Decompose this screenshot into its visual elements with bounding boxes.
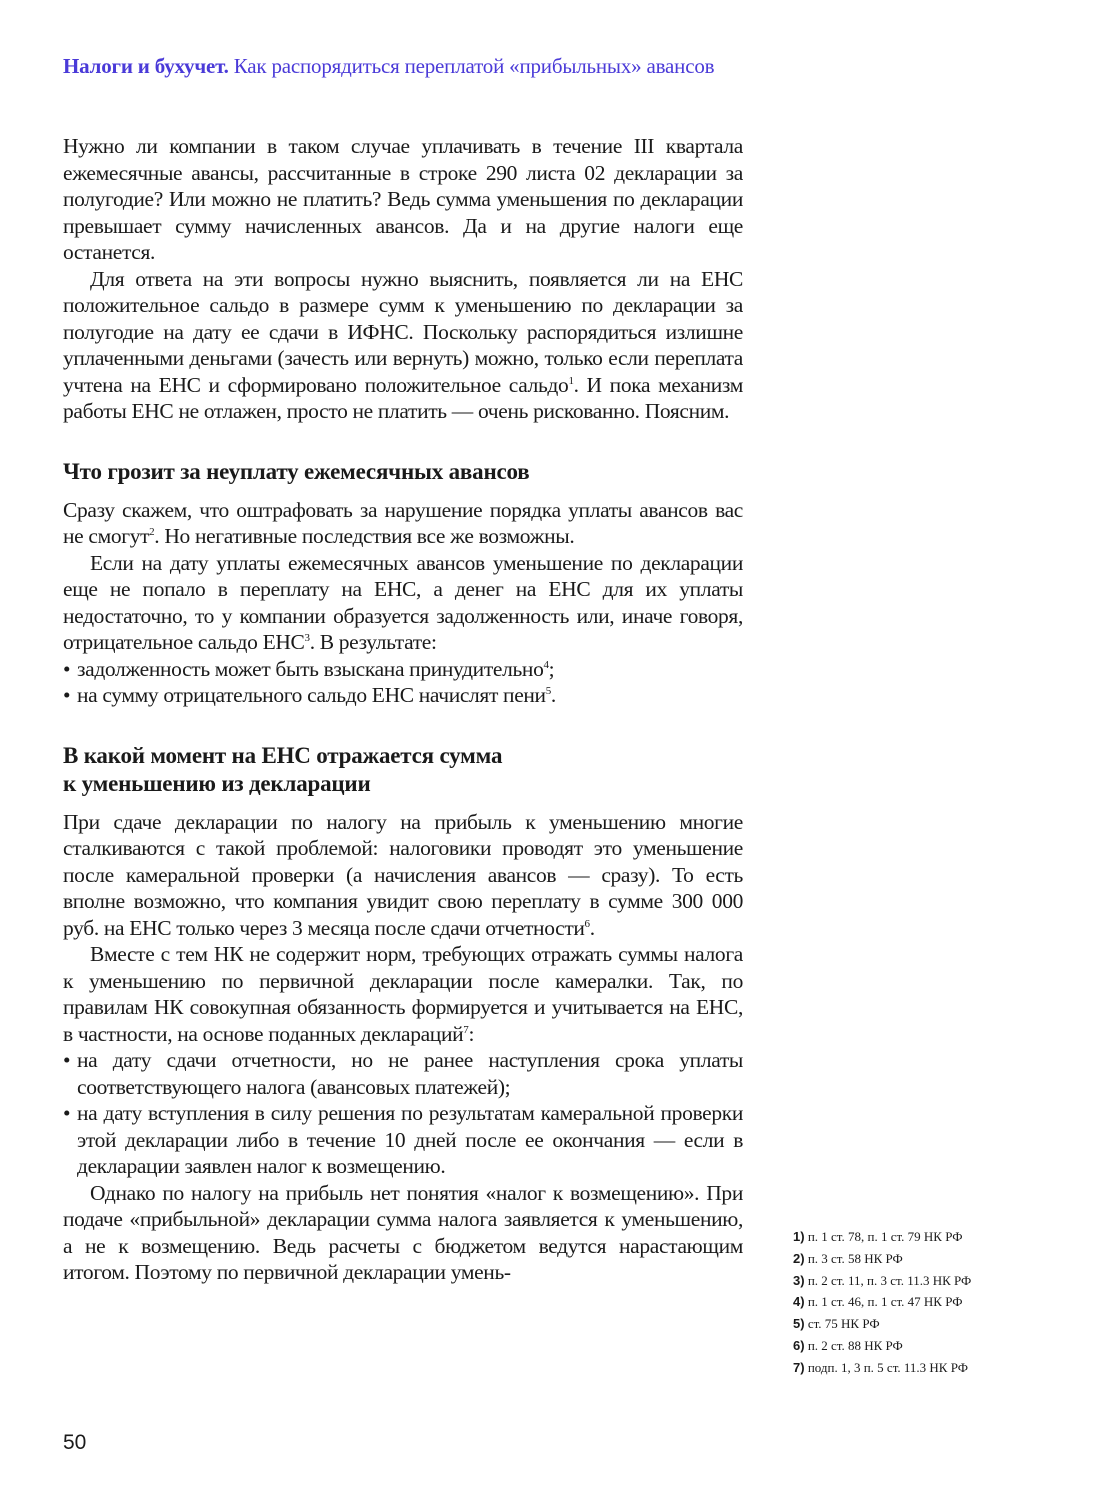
main-text-column	[63, 133, 743, 1286]
section2-paragraph-1	[63, 809, 743, 942]
list-item: • на дату вступления в силу решения по результатам камеральной проверки этой декларации либо в течение 10 дней после ее окончания — если в декларации заявлен налог к возмещению.	[63, 1100, 743, 1180]
consequences-list	[63, 656, 743, 709]
footnote-ref[interactable]: 1	[568, 374, 574, 387]
text-run: . Но негативные последствия все же возможны.	[154, 524, 575, 548]
footnote	[793, 1291, 971, 1313]
footnote-text: п. 2 ст. 11, п. 3 ст. 11.3 НК РФ	[807, 1272, 972, 1288]
heading-line: к уменьшению из декларации	[63, 770, 371, 796]
intro-paragraph-2	[63, 266, 743, 425]
text-run: на сумму отрицательного сальдо ЕНС начислят пени	[77, 683, 546, 707]
text-run: задолженность может быть взыскана принудительно	[77, 656, 544, 681]
section1-paragraph-1	[63, 497, 743, 550]
footnote-number: 6)	[793, 1337, 805, 1353]
heading-line: В какой момент на ЕНС отражается сумма	[63, 742, 503, 768]
running-head-title: Как распорядиться переплатой «прибыльных» авансов	[233, 54, 715, 78]
footnote-ref[interactable]: 3	[304, 632, 310, 644]
footnote-number: 3)	[793, 1272, 805, 1288]
footnote-text: п. 2 ст. 88 НК РФ	[807, 1337, 903, 1353]
footnote-text: ст. 75 НК РФ	[807, 1316, 880, 1332]
text-run: :	[468, 1021, 475, 1046]
text-run: . В результате:	[309, 630, 437, 654]
list-item: • на дату сдачи отчетности, но не ранее наступления срока уплаты соответствующего налога (авансовых платежей);	[63, 1047, 743, 1100]
text-run: При сдаче декларации по налогу на прибыль к уменьшению многие сталкиваются с такой проблемой: налоговики проводят это уменьшение после камеральной проверки (а начисления авансов — сразу). То есть вполне возможно, что компания увидит свою переплату в сумме 300 000 руб. на ЕНС только через 3 месяца после сдачи отчетности	[63, 809, 743, 940]
list-item	[63, 656, 743, 683]
footnote-number: 4)	[793, 1294, 805, 1310]
section-heading-penalties: Что грозит за неуплату ежемесячных авансов	[63, 458, 530, 484]
footnote-number: 7)	[793, 1359, 805, 1375]
ens-dates-list	[63, 1047, 743, 1180]
running-head-section: Налоги и бухучет.	[63, 54, 229, 78]
page-number: 50	[63, 1431, 87, 1454]
text-run: Вместе с тем НК не содержит норм, требующих отражать суммы налога к уменьшению по первичной декларации после камералки. Так, по правилам НК совокупная обязанность формируется и учитывается на ЕНС, в частности, на основе поданных деклараций	[63, 942, 743, 1046]
text-run: Для ответа на эти вопросы нужно выяснить, появляется ли на ЕНС положительное сальдо в размере сумм к уменьшению по декларации за полугодие на дату ее сдачи в ИФНС. Поскольку распорядиться излишне уплаченными деньгами (зачесть или вернуть) можно, только если переплата учтена на ЕНС и сформировано положительное сальдо	[63, 266, 743, 397]
intro-paragraph-1: Нужно ли компании в таком случае уплачивать в течение III квартала ежемесячные авансы, рассчитанные в строке 290 листа 02 декларации за полугодие? Или можно не платить? Ведь сумма уменьшения по декларации превышает сумму начисленных авансов. Да и на другие налоги еще останется.	[63, 134, 743, 264]
footnote-ref[interactable]: 6	[584, 917, 590, 930]
footnote-text: подп. 1, 3 п. 5 ст. 11.3 НК РФ	[807, 1359, 969, 1375]
footnote-text: п. 1 ст. 78, п. 1 ст. 79 НК РФ	[807, 1229, 963, 1244]
footnotes	[793, 1226, 971, 1379]
footnote-number: 5)	[793, 1316, 805, 1332]
footnote-ref[interactable]: 5	[545, 685, 551, 697]
list-item	[63, 682, 743, 709]
footnote	[793, 1313, 971, 1335]
footnote	[793, 1335, 971, 1357]
footnote-number: 1)	[793, 1229, 805, 1244]
running-head	[63, 54, 714, 79]
text-run: Сразу скажем, что оштрафовать за нарушение порядка уплаты авансов вас не смогут	[63, 497, 743, 548]
section2-paragraph-3: Однако по налогу на прибыль нет понятия «налог к возмещению». При подаче «прибыльной» декларации сумма налога заявляется к уменьшению, а не к возмещению. Ведь расчеты с бюджетом ведутся нарастающим итогом. Поэтому по первичной декларации умень-	[63, 1180, 743, 1284]
text-run: . И пока механизм работы ЕНС не отлажен, просто не платить — очень рискованно. Поясним.	[63, 372, 743, 423]
footnote-text: п. 1 ст. 46, п. 1 ст. 47 НК РФ	[807, 1294, 963, 1310]
footnote-ref[interactable]: 4	[543, 658, 549, 671]
footnote-ref[interactable]: 2	[149, 526, 155, 538]
footnote	[793, 1357, 971, 1379]
text-run: Если на дату уплаты ежемесячных авансов уменьшение по декларации еще не попало в переплату на ЕНС, а денег на ЕНС для их уплаты недостаточно, то у компании образуется задолженность или, иначе говоря, отрицательное сальдо ЕНС	[63, 550, 743, 654]
footnote-number: 2)	[793, 1250, 805, 1266]
text-run: ;	[548, 656, 555, 681]
section-heading-ens-moment	[63, 742, 743, 798]
section2-paragraph-2	[63, 941, 743, 1047]
footnote	[793, 1270, 971, 1292]
footnote	[793, 1226, 971, 1248]
footnote-ref[interactable]: 7	[463, 1023, 469, 1036]
section1-paragraph-2	[63, 550, 743, 656]
footnote-text: п. 3 ст. 58 НК РФ	[807, 1250, 903, 1266]
footnote	[793, 1248, 971, 1270]
text-run: .	[550, 683, 556, 707]
text-run: .	[589, 915, 595, 940]
